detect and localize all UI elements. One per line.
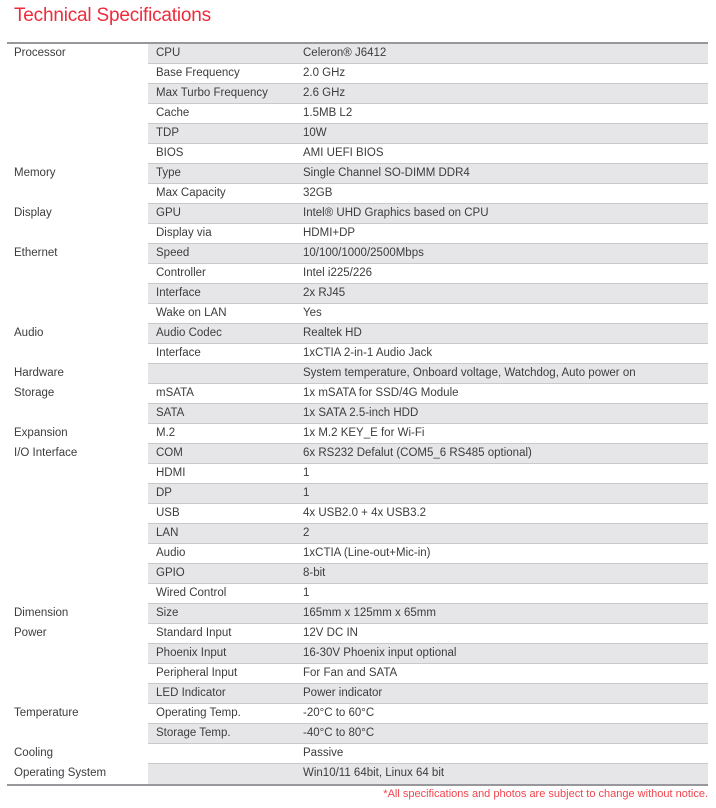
spec-value: For Fan and SATA bbox=[295, 664, 708, 684]
table-row bbox=[7, 364, 708, 384]
category-label: I/O Interface bbox=[7, 444, 148, 464]
category-label bbox=[7, 724, 148, 744]
spec-key: Interface bbox=[148, 344, 295, 364]
spec-value: 165mm x 125mm x 65mm bbox=[295, 604, 708, 624]
spec-value: 1 bbox=[295, 484, 708, 504]
category-label bbox=[7, 524, 148, 544]
table-row bbox=[7, 44, 708, 64]
spec-value: Single Channel SO-DIMM DDR4 bbox=[295, 164, 708, 184]
table-row bbox=[7, 64, 708, 84]
category-label: Operating System bbox=[7, 764, 148, 784]
table-row bbox=[7, 604, 708, 624]
table-row bbox=[7, 424, 708, 444]
category-label bbox=[7, 124, 148, 144]
spec-key: Standard Input bbox=[148, 624, 295, 644]
spec-key: LAN bbox=[148, 524, 295, 544]
spec-value: 6x RS232 Defalut (COM5_6 RS485 optional) bbox=[295, 444, 708, 464]
spec-key: Wired Control bbox=[148, 584, 295, 604]
spec-key: M.2 bbox=[148, 424, 295, 444]
table-row bbox=[7, 444, 708, 464]
spec-value: 2 bbox=[295, 524, 708, 544]
table-row bbox=[7, 284, 708, 304]
table-row bbox=[7, 344, 708, 364]
spec-value: 10W bbox=[295, 124, 708, 144]
spec-value: Passive bbox=[295, 744, 708, 764]
category-label bbox=[7, 464, 148, 484]
table-row bbox=[7, 744, 708, 764]
table-row bbox=[7, 644, 708, 664]
category-label bbox=[7, 644, 148, 664]
spec-key: GPIO bbox=[148, 564, 295, 584]
spec-key: Display via bbox=[148, 224, 295, 244]
spec-value: AMI UEFI BIOS bbox=[295, 144, 708, 164]
table-row bbox=[7, 764, 708, 784]
spec-value: 4x USB2.0 + 4x USB3.2 bbox=[295, 504, 708, 524]
spec-value: 16-30V Phoenix input optional bbox=[295, 644, 708, 664]
table-row bbox=[7, 184, 708, 204]
category-label bbox=[7, 224, 148, 244]
spec-key: mSATA bbox=[148, 384, 295, 404]
category-label bbox=[7, 104, 148, 124]
table-row bbox=[7, 524, 708, 544]
table-row bbox=[7, 484, 708, 504]
category-label bbox=[7, 304, 148, 324]
table-row bbox=[7, 164, 708, 184]
spec-key: USB bbox=[148, 504, 295, 524]
table-row bbox=[7, 84, 708, 104]
spec-value: 1.5MB L2 bbox=[295, 104, 708, 124]
spec-key: Speed bbox=[148, 244, 295, 264]
table-row bbox=[7, 464, 708, 484]
spec-key: Base Frequency bbox=[148, 64, 295, 84]
table-row bbox=[7, 504, 708, 524]
category-label: Display bbox=[7, 204, 148, 224]
spec-key: SATA bbox=[148, 404, 295, 424]
spec-key bbox=[148, 764, 295, 784]
spec-value: -40°C to 80°C bbox=[295, 724, 708, 744]
spec-value: Realtek HD bbox=[295, 324, 708, 344]
table-row bbox=[7, 304, 708, 324]
spec-key: Wake on LAN bbox=[148, 304, 295, 324]
spec-key: BIOS bbox=[148, 144, 295, 164]
table-row bbox=[7, 144, 708, 164]
spec-value: 1xCTIA 2-in-1 Audio Jack bbox=[295, 344, 708, 364]
spec-key: Size bbox=[148, 604, 295, 624]
spec-value: 10/100/1000/2500Mbps bbox=[295, 244, 708, 264]
category-label bbox=[7, 264, 148, 284]
category-label: Memory bbox=[7, 164, 148, 184]
category-label bbox=[7, 84, 148, 104]
category-label bbox=[7, 284, 148, 304]
spec-value: 2x RJ45 bbox=[295, 284, 708, 304]
spec-value: 2.0 GHz bbox=[295, 64, 708, 84]
category-label bbox=[7, 64, 148, 84]
category-label bbox=[7, 344, 148, 364]
table-row bbox=[7, 244, 708, 264]
spec-key: Max Turbo Frequency bbox=[148, 84, 295, 104]
spec-value: 1xCTIA (Line-out+Mic-in) bbox=[295, 544, 708, 564]
spec-value: 1 bbox=[295, 464, 708, 484]
category-label bbox=[7, 564, 148, 584]
category-label bbox=[7, 184, 148, 204]
table-row bbox=[7, 544, 708, 564]
table-row bbox=[7, 564, 708, 584]
spec-value: -20°C to 60°C bbox=[295, 704, 708, 724]
category-label bbox=[7, 144, 148, 164]
category-label bbox=[7, 684, 148, 704]
spec-key bbox=[148, 364, 295, 384]
category-label: Storage bbox=[7, 384, 148, 404]
spec-value: 12V DC IN bbox=[295, 624, 708, 644]
table-row bbox=[7, 384, 708, 404]
category-label bbox=[7, 664, 148, 684]
spec-key: Audio bbox=[148, 544, 295, 564]
spec-key bbox=[148, 744, 295, 764]
table-row bbox=[7, 664, 708, 684]
category-label bbox=[7, 584, 148, 604]
spec-key: Audio Codec bbox=[148, 324, 295, 344]
category-label: Hardware bbox=[7, 364, 148, 384]
spec-key: GPU bbox=[148, 204, 295, 224]
table-row bbox=[7, 404, 708, 424]
spec-value: System temperature, Onboard voltage, Watchdog, Auto power on bbox=[295, 364, 708, 384]
spec-key: Interface bbox=[148, 284, 295, 304]
category-label: Dimension bbox=[7, 604, 148, 624]
spec-value: HDMI+DP bbox=[295, 224, 708, 244]
category-label: Ethernet bbox=[7, 244, 148, 264]
spec-value: 1x mSATA for SSD/4G Module bbox=[295, 384, 708, 404]
spec-value: Intel i225/226 bbox=[295, 264, 708, 284]
table-row bbox=[7, 584, 708, 604]
spec-value: Intel® UHD Graphics based on CPU bbox=[295, 204, 708, 224]
footnote: *All specifications and photos are subject to change without notice. bbox=[383, 788, 708, 800]
spec-key: Operating Temp. bbox=[148, 704, 295, 724]
category-label: Power bbox=[7, 624, 148, 644]
spec-key: Phoenix Input bbox=[148, 644, 295, 664]
spec-value: 32GB bbox=[295, 184, 708, 204]
table-row bbox=[7, 124, 708, 144]
spec-table bbox=[7, 42, 708, 786]
spec-value: 1x M.2 KEY_E for Wi-Fi bbox=[295, 424, 708, 444]
table-row bbox=[7, 684, 708, 704]
table-row bbox=[7, 264, 708, 284]
spec-key: Cache bbox=[148, 104, 295, 124]
spec-key: TDP bbox=[148, 124, 295, 144]
table-row bbox=[7, 624, 708, 644]
table-row bbox=[7, 704, 708, 724]
spec-value: 1 bbox=[295, 584, 708, 604]
category-label bbox=[7, 504, 148, 524]
spec-key: Type bbox=[148, 164, 295, 184]
spec-value: 8-bit bbox=[295, 564, 708, 584]
spec-value: 1x SATA 2.5-inch HDD bbox=[295, 404, 708, 424]
spec-key: LED Indicator bbox=[148, 684, 295, 704]
category-label: Temperature bbox=[7, 704, 148, 724]
category-label bbox=[7, 404, 148, 424]
spec-key: Storage Temp. bbox=[148, 724, 295, 744]
table-row bbox=[7, 104, 708, 124]
spec-value: Yes bbox=[295, 304, 708, 324]
spec-value: Power indicator bbox=[295, 684, 708, 704]
spec-key: Controller bbox=[148, 264, 295, 284]
table-row bbox=[7, 724, 708, 744]
spec-key: CPU bbox=[148, 44, 295, 64]
spec-key: HDMI bbox=[148, 464, 295, 484]
category-label: Cooling bbox=[7, 744, 148, 764]
spec-key: Max Capacity bbox=[148, 184, 295, 204]
category-label bbox=[7, 484, 148, 504]
spec-key: DP bbox=[148, 484, 295, 504]
spec-value: Celeron® J6412 bbox=[295, 44, 708, 64]
category-label: Audio bbox=[7, 324, 148, 344]
spec-key: Peripheral Input bbox=[148, 664, 295, 684]
spec-value: Win10/11 64bit, Linux 64 bit bbox=[295, 764, 708, 784]
table-row bbox=[7, 324, 708, 344]
spec-value: 2.6 GHz bbox=[295, 84, 708, 104]
category-label bbox=[7, 544, 148, 564]
table-row bbox=[7, 204, 708, 224]
category-label: Expansion bbox=[7, 424, 148, 444]
spec-key: COM bbox=[148, 444, 295, 464]
page-title: Technical Specifications bbox=[14, 5, 211, 26]
category-label: Processor bbox=[7, 44, 148, 64]
table-row bbox=[7, 224, 708, 244]
